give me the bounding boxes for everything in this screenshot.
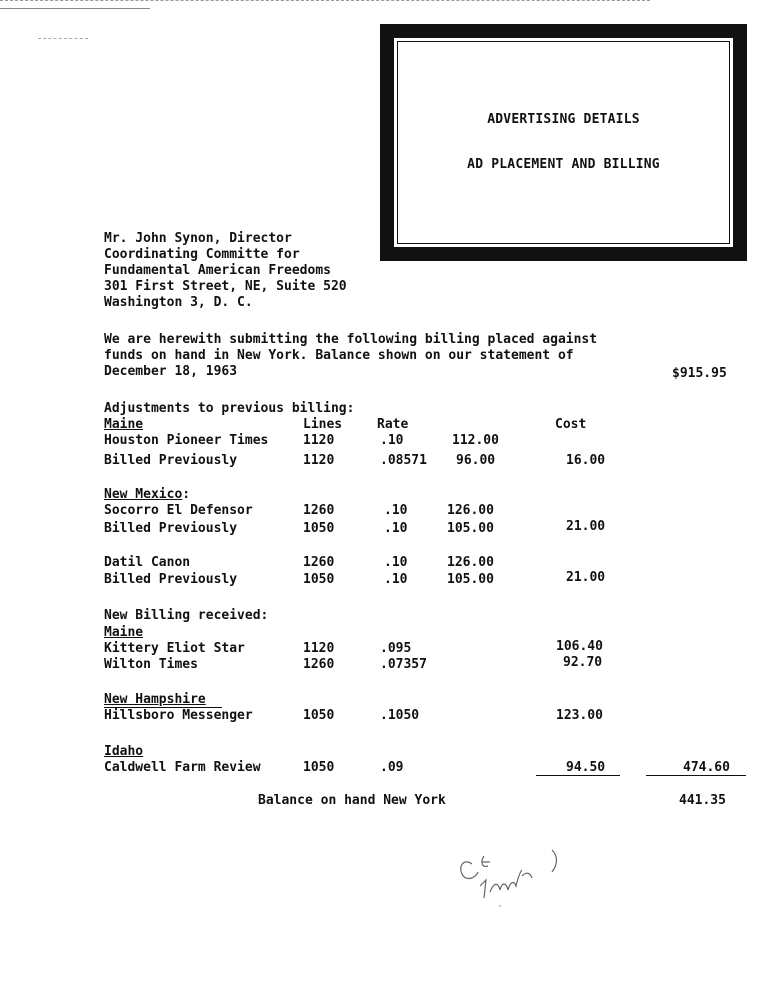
- row-amount: 96.00: [456, 453, 496, 468]
- row-lines: 1120: [303, 453, 335, 468]
- row-amount: 112.00: [452, 433, 499, 448]
- address-line: 301 First Street, NE, Suite 520: [104, 279, 347, 294]
- row-name: Datil Canon: [104, 555, 191, 570]
- row-cost: 94.50: [566, 760, 606, 775]
- total-sum-rule: [646, 775, 746, 776]
- scan-specks: [38, 38, 88, 39]
- row-cost: 123.00: [556, 708, 603, 723]
- state-heading-group: [104, 487, 190, 502]
- top-edge-line: [0, 0, 650, 1]
- column-header-cost: Cost: [555, 417, 587, 432]
- row-name: Billed Previously: [104, 453, 238, 468]
- balance-value: 441.35: [679, 793, 726, 808]
- row-cost: 106.40: [556, 639, 603, 654]
- row-rate: .08571: [380, 453, 427, 468]
- row-name: Kittery Eliot Star: [104, 641, 245, 656]
- row-lines: 1050: [303, 521, 335, 536]
- balance-label: Balance on hand New York: [258, 793, 446, 808]
- state-heading: Maine: [104, 625, 144, 640]
- row-cost: 21.00: [566, 570, 606, 585]
- row-name: Hillsboro Messenger: [104, 708, 253, 723]
- address-line: Mr. John Synon, Director: [104, 231, 292, 246]
- state-heading: Maine: [104, 417, 144, 432]
- row-amount: 105.00: [447, 521, 494, 536]
- row-amount: 126.00: [447, 555, 494, 570]
- row-rate: .10: [380, 433, 404, 448]
- row-rate: .10: [384, 555, 408, 570]
- row-amount: 105.00: [447, 572, 494, 587]
- address-line: Coordinating Committe for: [104, 247, 300, 262]
- row-amount: 126.00: [447, 503, 494, 518]
- column-header-lines: Lines: [303, 417, 343, 432]
- top-edge-mark: [0, 8, 150, 9]
- row-rate: .07357: [380, 657, 427, 672]
- state-heading: New Mexico: [104, 487, 183, 502]
- header-frame: [380, 24, 747, 261]
- state-heading: New Hampshire: [104, 692, 206, 707]
- cost-sum-rule: [536, 775, 620, 776]
- row-rate: .10: [384, 521, 408, 536]
- row-lines: 1260: [303, 657, 335, 672]
- section-heading: Adjustments to previous billing:: [104, 401, 355, 416]
- row-lines: 1120: [303, 433, 335, 448]
- row-name: Billed Previously: [104, 521, 238, 536]
- row-lines: 1050: [303, 572, 335, 587]
- intro-line: funds on hand in New York. Balance shown on our statement of: [104, 348, 574, 363]
- section-heading: New Billing received:: [104, 608, 269, 623]
- intro-line: We are herewith submitting the following billing placed against: [104, 332, 598, 347]
- row-lines: 1260: [303, 503, 335, 518]
- address-line: Washington 3, D. C.: [104, 295, 253, 310]
- row-lines: 1050: [303, 760, 335, 775]
- handwritten-signature: [440, 842, 570, 912]
- new-billing-total: 474.60: [683, 760, 730, 775]
- row-rate: .10: [384, 503, 408, 518]
- row-rate: .09: [380, 760, 404, 775]
- row-rate: .1050: [380, 708, 420, 723]
- row-rate: .095: [380, 641, 412, 656]
- state-heading-colon: :: [182, 487, 191, 502]
- row-lines: 1120: [303, 641, 335, 656]
- row-name: Caldwell Farm Review: [104, 760, 261, 775]
- address-line: Fundamental American Freedoms: [104, 263, 331, 278]
- row-lines: 1260: [303, 555, 335, 570]
- row-cost: 92.70: [563, 655, 603, 670]
- row-cost: 21.00: [566, 519, 606, 534]
- row-name: Socorro El Defensor: [104, 503, 253, 518]
- row-rate: .10: [384, 572, 408, 587]
- row-cost: 16.00: [566, 453, 606, 468]
- row-name: Billed Previously: [104, 572, 238, 587]
- row-name: Wilton Times: [104, 657, 198, 672]
- intro-line: December 18, 1963: [104, 364, 238, 379]
- header-title: ADVERTISING DETAILS: [487, 112, 640, 127]
- state-heading: Idaho: [104, 744, 144, 759]
- column-header-rate: Rate: [377, 417, 409, 432]
- row-name: Houston Pioneer Times: [104, 433, 269, 448]
- header-subtitle: AD PLACEMENT AND BILLING: [467, 157, 660, 172]
- opening-balance: $915.95: [672, 366, 727, 381]
- row-lines: 1050: [303, 708, 335, 723]
